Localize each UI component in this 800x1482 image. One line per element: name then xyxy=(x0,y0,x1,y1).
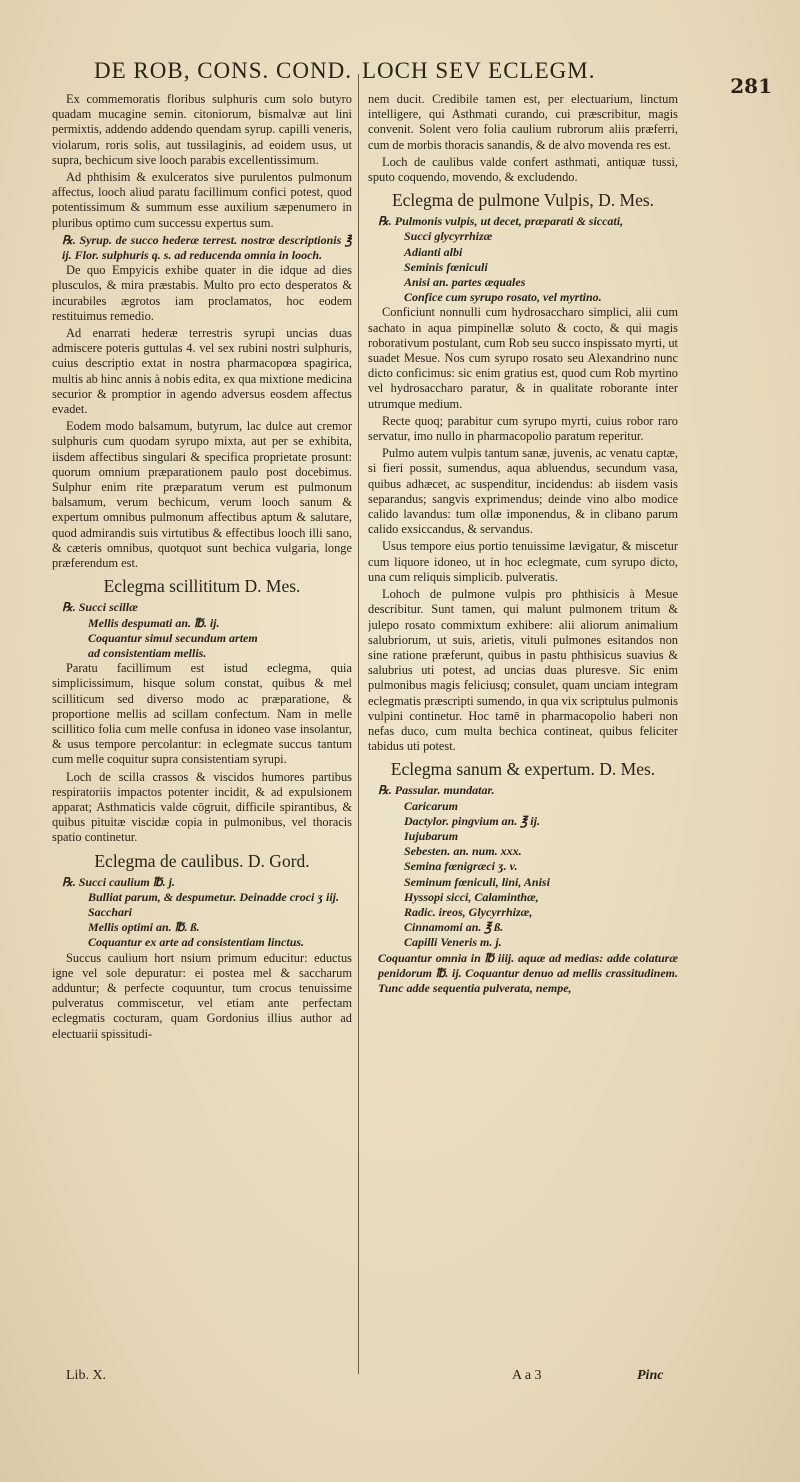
section-heading: Eclegma de caulibus. D. Gord. xyxy=(94,850,310,871)
recipe xyxy=(378,783,678,996)
column-rule xyxy=(358,74,359,1374)
paragraph: Loch de caulibus valde confert asthmati, antiquæ tussi, sputo coquendo, movendo, & excludendo. xyxy=(368,154,678,185)
recipe-line: Sacchari xyxy=(88,904,133,919)
running-head-right: LOCH SEV ECLEGM. xyxy=(362,58,596,83)
recipe-line: ℞. Succi caulium ℔. j. xyxy=(62,874,175,889)
page-footer xyxy=(0,1368,800,1388)
recipe-line: Succi glycyrrhizæ xyxy=(404,229,493,244)
catchword: Pinc xyxy=(637,1368,664,1383)
paragraph: Conficiunt nonnulli cum hydrosaccharo simplici, alii cum sachato in aqua pimpinellæ soluto & cocto, & qui magis roborativum postulant, cum Rob seu succo inspissato myrti, ut suadet Mesue. Nos cum syrupo rosato seu Alexandrino nunc dicto conficimus: sic enim gratius est, quod cum Rob myrtino vel hydrosaccharo paratur, & in qualitate roborante inter utrumque medium. xyxy=(368,305,678,411)
recipe-line: ad consistentiam mellis. xyxy=(88,645,207,660)
recipe-line: Bulliat parum, & despumetur. Deinadde croci ʒ iij. xyxy=(88,889,340,904)
running-head xyxy=(0,58,800,92)
paragraph: Succus caulium hort nsium primum educitur: eductus igne vel sole depuratur: ei postea mel & saccharum adduntur; & perfecte coquuntur, tum crocus tenuissime pulveratus commiscetur, vel etiam ante perfectam eclegmatis cocturam, quam Gordonius illius author ad electuarii spissitudi- xyxy=(52,950,352,1041)
recipe-line: Mellis optimi an. ℔. ß. xyxy=(88,920,200,935)
section-heading: Eclegma sanum & expertum. D. Mes. xyxy=(390,759,656,780)
recipe-line: ℞. Passular. mundatar. xyxy=(378,783,495,798)
recipe-line: Caricarum xyxy=(404,798,459,813)
recipe-line: Seminum fœniculi, lini, Anisi xyxy=(404,874,550,889)
paragraph: Eodem modo balsamum, butyrum, lac dulce aut cremor sulphuris cum quodam syrupo mixta, aut per se exhibita, iisdem affectibus singulari & specifica proprietate prosunt: quorum omnium præparationem paulo post docebimus. Sulphur enim rite præparatum verum est pulmonum balsamum, verum bechicum, verum looch sanum & expertum omnibus pulmonum affectibus aptum & salutare, quod admirandis suis virtutibus & effectibus looch illi sano, & cæteris omnibus, quotquot sunt bechica vulgaria, longe præferendum est. xyxy=(52,419,352,571)
recipe-line: Mellis despumati an. ℔. ij. xyxy=(88,615,220,630)
running-head-left: DE ROB, CONS. COND. xyxy=(94,58,352,83)
recipe-line: Hyssopi sicci, Calaminthæ, xyxy=(404,889,539,904)
section-heading: Eclegma scillititum D. Mes. xyxy=(103,576,301,597)
paragraph: Ad enarrati hederæ terrestris syrupi uncias duas admiscere poteris guttulas 4. vel sex rubini nostri sulphuris, cuius descriptio extat in nostra pharmacopœa spagirica, multis ab hinc annis à nobis edita, ex qua mixtione medicina securior & promptior in agendo adversus eosdem affectus evadet. xyxy=(52,326,352,417)
paragraph: Usus tempore eius portio tenuissime lævigatur, & miscetur cum liquore idoneo, ut in hoc eclegmate, cum syrupo dicto, una cum reliquis simplicib. pulveratis. xyxy=(368,539,678,584)
right-column xyxy=(368,92,678,1382)
paragraph: Recte quoq; parabitur cum syrupo myrti, cuius robor raro servatur, imo nullo in pharmacopolio paratum reperitur. xyxy=(368,413,678,444)
book-number: Lib. X. xyxy=(66,1368,107,1383)
recipe-line: Capilli Veneris m. j. xyxy=(404,935,502,950)
recipe-line: Coquantur simul secundum artem xyxy=(88,630,258,645)
page-number: 281 xyxy=(730,74,772,98)
recipe xyxy=(62,875,352,951)
recipe-line: Sebesten. an. num. xxx. xyxy=(404,844,522,859)
recipe-line: Iujubarum xyxy=(404,828,459,843)
signature-mark: A a 3 xyxy=(512,1368,542,1383)
paragraph: Pulmo autem vulpis tantum sanæ, juvenis, ac venatu captæ, si fieri possit, sumendus, aqua abluendus, secundum vasa, quibus adhæcet, ac suspenditur, incidendus: ab iisdem vasis separandus; sangvis exprimendus; deinde vino albo modice calido lavandus: tum ollæ imponendus, & in clibano parum calido exsiccandus, & servandus. xyxy=(368,446,678,537)
recipe-line: Cinnamomi an. ℥ ß. xyxy=(404,920,504,935)
recipe-line: Dactylor. pingvium an. ℥ ij. xyxy=(404,813,540,828)
paragraph: Ad phthisim & exulceratos sive purulentos pulmonum affectus, looch aliud paratu facillimum confici potest, quod potentissimum & summum esse auxilium sæpenumero in pluribus optimo cum successu expertus sum. xyxy=(52,170,352,230)
recipe xyxy=(62,233,352,263)
recipe xyxy=(62,600,352,661)
recipe-line: ℞. Syrup. de succo hederæ terrest. nostræ descriptionis ℥ ij. Flor. sulphuris q. s. ad reducenda omnia in looch. xyxy=(62,232,352,263)
recipe-line: Coquantur ex arte ad consistentiam linctus. xyxy=(88,935,305,950)
paragraph: Loch de scilla crassos & viscidos humores partibus respiratoriis impactos potenter incidit, & ad expulsionem apparat; Asthmaticis valde cōgruit, difficile spirantibus, & quibus pituitæ viscidæ copia in pulmonibus, vel thoracis spatio continetur. xyxy=(52,769,352,845)
recipe xyxy=(378,214,678,305)
paragraph: nem ducit. Credibile tamen est, per electuarium, linctum intelligere, qui Asthmati curando, cui præscribitur, magis convenit. Solent vero folia caulium rubrorum aliis præferri, cum de morbis thoracis sanandis, & de alvo movenda res est. xyxy=(368,92,678,152)
recipe-line: Semina fœnigræci ʒ. v. xyxy=(404,859,518,874)
recipe-line: ℞. Succi scillæ xyxy=(62,600,138,615)
paragraph: De quo Empyicis exhibe quater in die idque ad dies plusculos, & mira præstabis. Multo pro ecto desperatos & incurabiles ægrotos iam proclamatos, hoc eodem restituimus remedio. xyxy=(52,263,352,323)
section-heading: Eclegma de pulmone Vulpis, D. Mes. xyxy=(391,190,655,211)
left-column xyxy=(52,92,352,1382)
recipe-line: ℞. Pulmonis vulpis, ut decet, præparati & siccati, xyxy=(378,214,624,229)
paragraph: Lohoch de pulmone vulpis pro phthisicis à Mesue describitur. Sunt tamen, qui malunt pulmonem tritum & julepo rosato commixtum exhibere: alii aliorum animalium salubriorum, ut suis, arietis, vituli pulmones esitandos non sine ratione præferunt, quibus in pastu phthisicus suavius & salubrius uti potest, ad uncias duas pluresve. Sic enim pulmonibus magis feliciusq; consulet, quam unciam integram eclegmatis præscripti sumendo, in qua vix scriptulus pulmonis vulpini continetur. Hoc tamē in pharmacopolio haberi non nefas duco, cum multa bechica contineat, quibus feliciter tabidus uti potest. xyxy=(368,587,678,754)
recipe-line: Radic. ireos, Glycyrrhizæ, xyxy=(404,904,533,919)
paragraph: Ex commemoratis floribus sulphuris cum solo butyro quadam mucagine semin. citoniorum, bismalvæ aut lini permixtis, addendo addendo quendam syrup. capilli veneris, violarum, roris solis, aut tussilaginis, ad eoidem usus, ut supra, bechicum sive looch parabis excellentissimum. xyxy=(52,92,352,167)
recipe-line: Anisi an. partes æquales xyxy=(404,275,526,290)
recipe-line: Adianti albi xyxy=(404,244,463,259)
paragraph: Paratu facillimum est istud eclegma, quia simplicissimum, hisque solum constat, quibus & mel scilliticum sed diverso modo ac præparatione, & proportione mellis ad scillam confectum. Nam in melle scillitico folia cum melle confusa in idoneo vase insolantur, & usus tempore percolantur: in eclegmate succus tantum cum melle coquitur supra consistentiam syrupi. xyxy=(52,661,352,767)
recipe-line: Seminis fœniculi xyxy=(404,259,488,274)
recipe-line: Coquantur omnia in ℔ iiij. aquæ ad medias: adde colaturæ penidorum ℔. ij. Coquantur denuo ad mellis crassitudinem. Tunc adde sequentia pulverata, nempe, xyxy=(378,950,678,995)
recipe-line: Confice cum syrupo rosato, vel myrtino. xyxy=(404,290,602,305)
